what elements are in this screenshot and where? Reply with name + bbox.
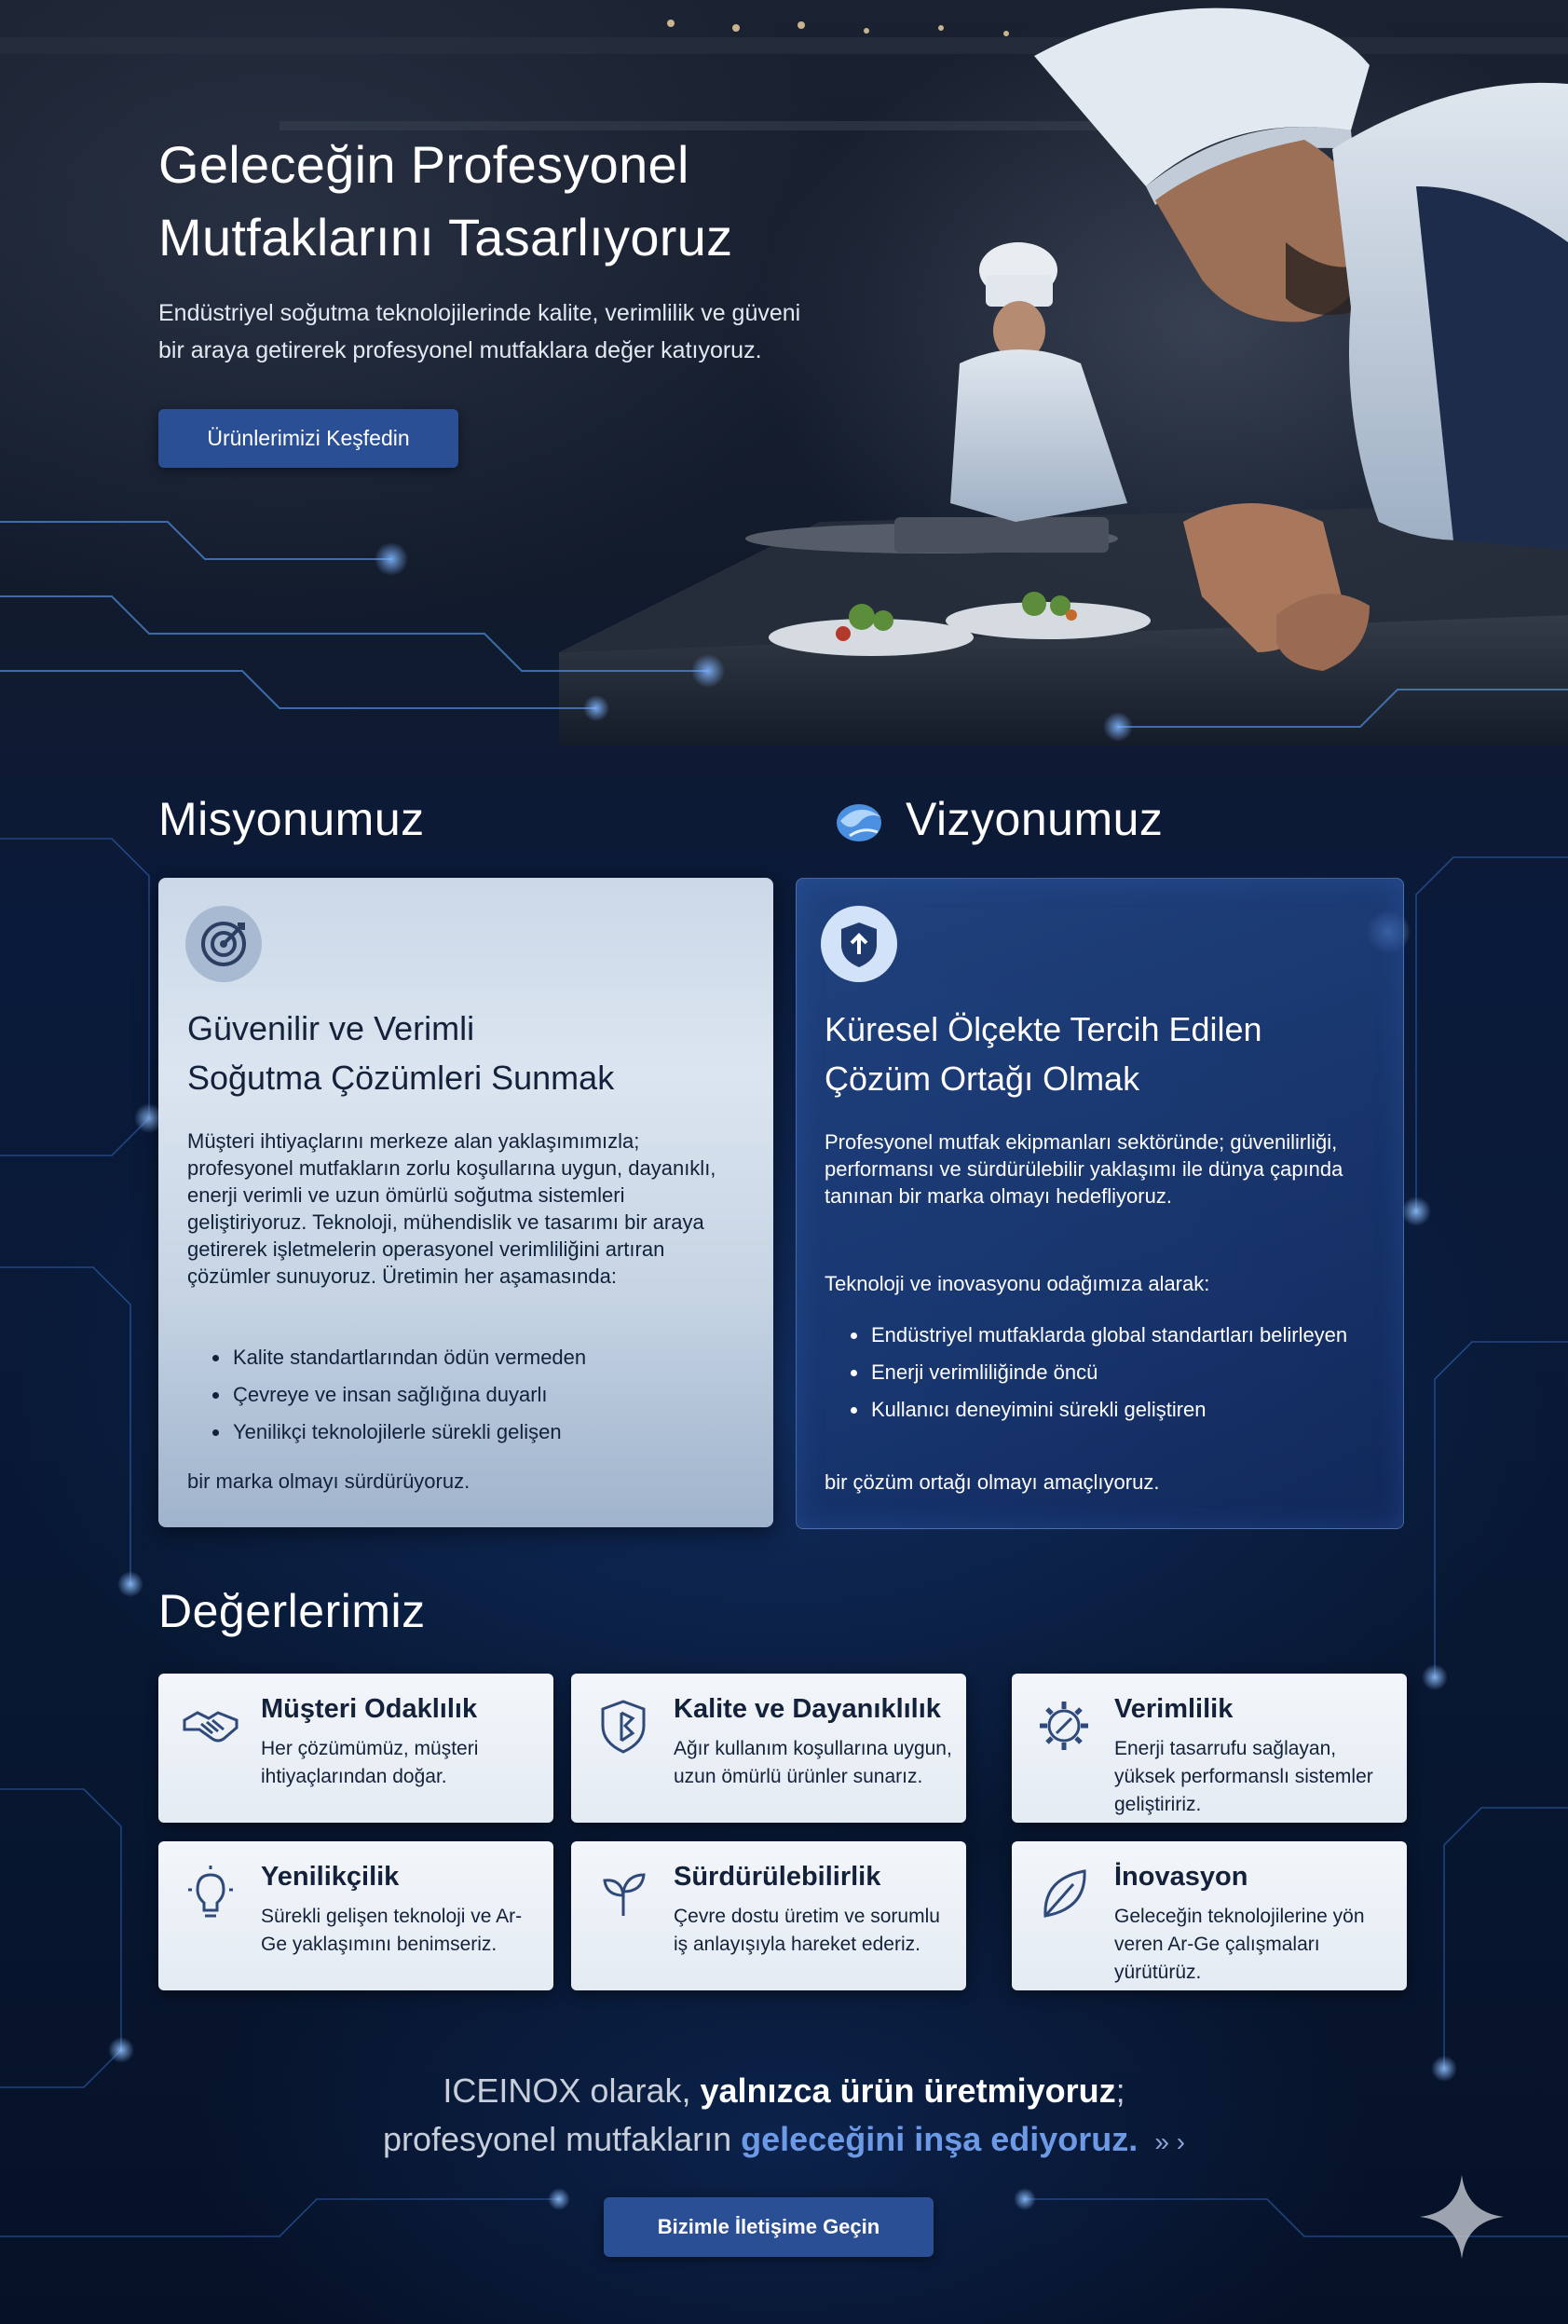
vision-heading: Vizyonumuz (906, 793, 1164, 845)
vision-closing: bir çözüm ortağı olmayı amaçlıyoruz. (825, 1470, 1160, 1494)
mission-card (158, 878, 773, 1527)
hero-subtitle-line2: bir araya getirerek profesyonel mutfaklara değer katıyoruz. (158, 337, 762, 363)
list-item: • Enerji verimliliğinde öncü (869, 1354, 1347, 1391)
hero-title-line2: Mutfaklarını Tasarlıyoruz (158, 208, 733, 267)
value-text: Geleceğin teknolojilerine yön veren Ar-Ge çalışmaları yürütürüz. (1114, 1906, 1365, 1983)
mission-title-line1: Güvenilir ve Verimli (187, 1009, 475, 1047)
vision-title (825, 1005, 1384, 1103)
closing-line2 (0, 2120, 1568, 2159)
closing-emphasis: yalnızca ürün üretmiyoruz (700, 2071, 1116, 2110)
value-title: Verimlilik (1114, 1694, 1234, 1724)
vision-title-line2: Çözüm Ortağı Olmak (825, 1059, 1140, 1098)
mission-title (187, 1004, 746, 1102)
value-title: Sürdürülebilirlik (674, 1862, 881, 1892)
sparkle-icon (1416, 2171, 1507, 2262)
mission-heading: Misyonumuz (158, 793, 425, 845)
value-text: Her çözümümüz, müşteri ihtiyaçlarından doğar. (261, 1738, 479, 1787)
vision-title-line1: Küresel Ölçekte Tercih Edilen (825, 1010, 1262, 1048)
list-item: • Yenilikçi teknolojilerle sürekli gelişen (231, 1414, 586, 1451)
closing-punctuation: ; (1115, 2071, 1125, 2110)
shield-icon (593, 1696, 653, 1756)
leaf-icon (1034, 1864, 1094, 1923)
contact-us-button[interactable]: Bizimle İletişime Geçin (604, 2197, 934, 2257)
gear-icon (1034, 1696, 1094, 1756)
globe-icon (831, 795, 891, 845)
shield-upload-icon (821, 906, 897, 982)
hero-subtitle (158, 294, 904, 369)
value-text: Enerji tasarrufu sağlayan, yüksek performanslı sistemler geliştiririz. (1114, 1738, 1373, 1815)
vision-body: Profesyonel mutfak ekipmanları sektöründe; güvenilirliği, performansı ve sürdürülebilir yaklaşımı ile dünya çapında tanınan bir marka olmayı hedefliyoruz. (825, 1130, 1343, 1208)
closing-text: ICEINOX olarak, (443, 2071, 701, 2110)
list-item: • Kalite standartlarından ödün vermeden (231, 1339, 586, 1376)
value-tile-innovation (1012, 1841, 1407, 1990)
value-text: Ağır kullanım koşullarına uygun, uzun ömürlü ürünler sunarız. (674, 1738, 952, 1787)
value-title: Müşteri Odaklılık (261, 1694, 478, 1724)
chevron-right-icon: » › (1154, 2127, 1185, 2156)
hero-title (158, 129, 922, 274)
handshake-icon (181, 1696, 240, 1756)
vision-card (796, 878, 1404, 1529)
value-tile-innovativeness (158, 1841, 553, 1990)
value-text: Sürekli gelişen teknoloji ve Ar-Ge yaklaşımını benimseriz. (261, 1906, 523, 1955)
value-text: Çevre dostu üretim ve sorumlu iş anlayışıyla hareket ederiz. (674, 1906, 940, 1955)
sprout-icon (593, 1864, 653, 1923)
closing-highlight: geleceğini inşa ediyoruz. (741, 2120, 1139, 2158)
list-item: • Çevreye ve insan sağlığına duyarlı (231, 1376, 586, 1414)
mission-title-line2: Soğutma Çözümleri Sunmak (187, 1059, 615, 1097)
list-item: • Endüstriyel mutfaklarda global standartları belirleyen (869, 1317, 1347, 1354)
hero-image (0, 0, 1568, 745)
value-tile-efficiency (1012, 1674, 1407, 1823)
mission-closing: bir marka olmayı sürdürüyoruz. (187, 1470, 470, 1493)
values-heading: Değerlerimiz (158, 1585, 426, 1637)
hero-title-line1: Geleceğin Profesyonel (158, 135, 689, 194)
target-icon (185, 906, 262, 982)
explore-products-button[interactable]: Ürünlerimizi Keşfedin (158, 409, 458, 468)
closing-line1 (0, 2071, 1568, 2111)
vision-bullets (825, 1317, 1347, 1429)
value-tile-quality (571, 1674, 966, 1823)
value-title: Kalite ve Dayanıklılık (674, 1694, 941, 1724)
mission-body: Müşteri ihtiyaçlarını merkeze alan yaklaşımımızla; profesyonel mutfakların zorlu koşullarına uygun, dayanıklı, enerji verimli ve uzun ömürlü soğutma sistemleri geliştiriyoruz. Teknoloji, mühendislik ve tasarımı bir araya getirerek işletmelerin operasyonel verimliliğini artıran çözümler sunuyoruz. Üretimin her aşamasında: (187, 1129, 716, 1288)
vision-lead: Teknoloji ve inovasyonu odağımıza alarak: (825, 1272, 1210, 1295)
hero-subtitle-line1: Endüstriyel soğutma teknolojilerinde kalite, verimlilik ve güveni (158, 300, 801, 326)
closing-text: profesyonel mutfakların (382, 2120, 742, 2158)
value-title: İnovasyon (1114, 1862, 1248, 1892)
value-tile-customer-focus (158, 1674, 553, 1823)
lightbulb-icon (181, 1864, 240, 1923)
mission-bullets (186, 1339, 586, 1451)
list-item: • Kullanıcı deneyimini sürekli geliştiren (869, 1391, 1347, 1429)
value-tile-sustainability (571, 1841, 966, 1990)
value-title: Yenilikçilik (261, 1862, 400, 1892)
